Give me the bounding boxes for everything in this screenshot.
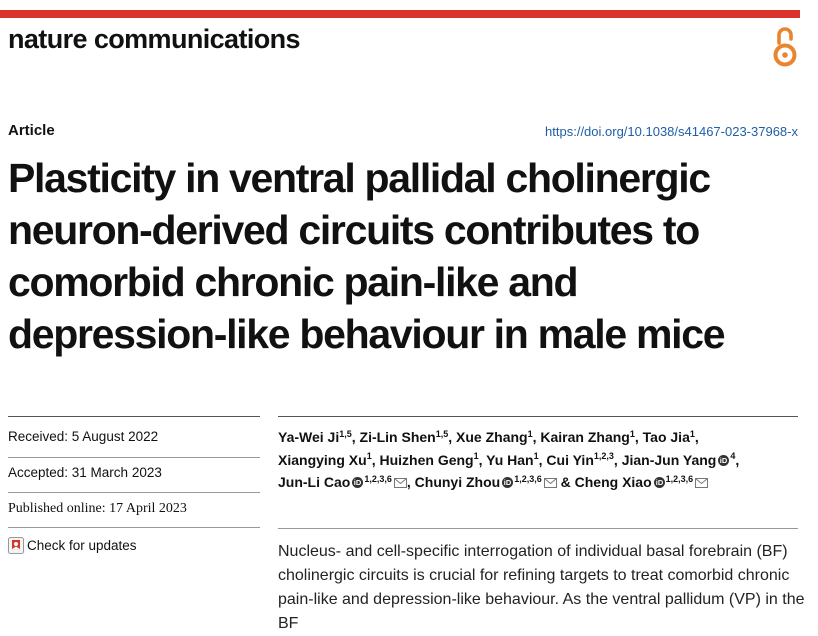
affiliation-marker: 1 [527,428,533,439]
affiliation-marker: 1 [366,451,372,462]
author-separator: , [478,451,487,468]
author[interactable] [546,452,613,468]
author[interactable] [278,452,372,468]
divider-dates-2 [8,492,260,493]
author-name: Jun-Li Cao [278,474,351,490]
author[interactable] [486,452,538,468]
author-name: Cheng Xiao [574,474,652,490]
affiliation-marker: 1 [689,428,695,439]
author[interactable] [379,452,478,468]
email-icon[interactable] [394,478,407,488]
author-name: Yu Han [486,451,534,468]
divider-dates-1 [8,457,260,458]
affiliation-marker: 1,5 [435,428,449,439]
orcid-icon[interactable] [502,477,513,488]
author-separator: , [613,451,622,468]
author[interactable] [643,429,695,445]
author[interactable] [575,474,709,490]
author-name: Kairan Zhang [540,429,630,445]
doi-link[interactable]: https://doi.org/10.1038/s41467-023-37968-x [545,124,798,139]
open-access-icon[interactable] [772,24,798,70]
author-name: Cui Yin [546,451,594,468]
affiliation-marker: 1,5 [339,428,352,439]
svg-text:iD: iD [354,478,362,488]
abstract-text: Nucleus- and cell-specific interrogation of individual basal forebrain (BF) cholinergic circuits is crucial for refining targets to treat comorbid chronic pain-like and depression-like behaviour. As the ventral pallidum (VP) in the BF [278,543,805,632]
affiliation-marker: 1,2,3 [593,451,614,462]
orcid-icon[interactable] [718,455,729,466]
author[interactable] [622,452,736,468]
author-separator: , [532,429,541,445]
author[interactable] [278,474,407,490]
author-name: Huizhen Geng [379,451,474,468]
affiliation-marker: 1,2,3,6 [665,473,694,484]
svg-text:iD: iD [720,455,728,465]
check-for-updates-icon [8,537,24,554]
author-separator: , [406,474,415,490]
article-title: Plasticity in ventral pallidal cholinergic neuron-derived circuits contributes to comorbid chronic pain-like and depression-like behaviour in male mice [8,155,725,357]
email-icon[interactable] [544,478,557,488]
author-separator: , [735,451,740,468]
divider-left [8,416,260,417]
journal-accent-bar [0,10,800,18]
affiliation-marker: 4 [730,451,736,462]
svg-text:iD: iD [503,478,512,488]
author[interactable] [456,429,533,445]
check-for-updates-label: Check for updates [27,538,137,553]
affiliation-marker: 1 [629,428,635,439]
published-date: Published online: 17 April 2023 [8,501,187,516]
affiliation-marker: 1,2,3,6 [514,473,542,484]
author-name: Tao Jia [642,429,690,445]
orcid-icon[interactable] [654,477,665,488]
author-separator: , [694,429,699,445]
article-type-label: Article [8,122,55,139]
author-separator: , [371,451,380,468]
author-list [278,426,798,494]
author-name: Chunyi Zhou [414,474,501,490]
divider-dates-3 [8,527,260,528]
author[interactable] [540,429,634,445]
author[interactable] [415,474,557,490]
accepted-date: Accepted: 31 March 2023 [8,465,162,480]
journal-name[interactable]: nature communications [8,24,300,54]
affiliation-marker: 1,2,3,6 [364,473,392,484]
affiliation-marker: 1 [473,451,479,462]
author[interactable] [278,429,352,445]
author-name: Zi-Lin Shen [359,429,436,445]
svg-text:iD: iD [655,478,663,488]
author-name: Ya-Wei Ji [278,429,340,445]
author-separator: , [351,429,360,445]
author[interactable] [360,429,449,445]
author-separator: , [538,451,547,468]
received-date: Received: 5 August 2022 [8,429,159,444]
author-name: Xue Zhang [456,429,528,445]
author-name: Jian-Jun Yang [621,451,717,468]
divider-authors-bottom [278,528,798,529]
orcid-icon[interactable] [352,477,363,488]
author-separator: , [448,429,457,445]
author-name: Xiangying Xu [278,451,367,468]
affiliation-marker: 1 [533,451,539,462]
email-icon[interactable] [695,478,708,488]
author-separator: , [634,429,643,445]
check-for-updates-button[interactable] [8,537,137,554]
author-separator: & [556,474,575,490]
divider-right [278,416,798,417]
